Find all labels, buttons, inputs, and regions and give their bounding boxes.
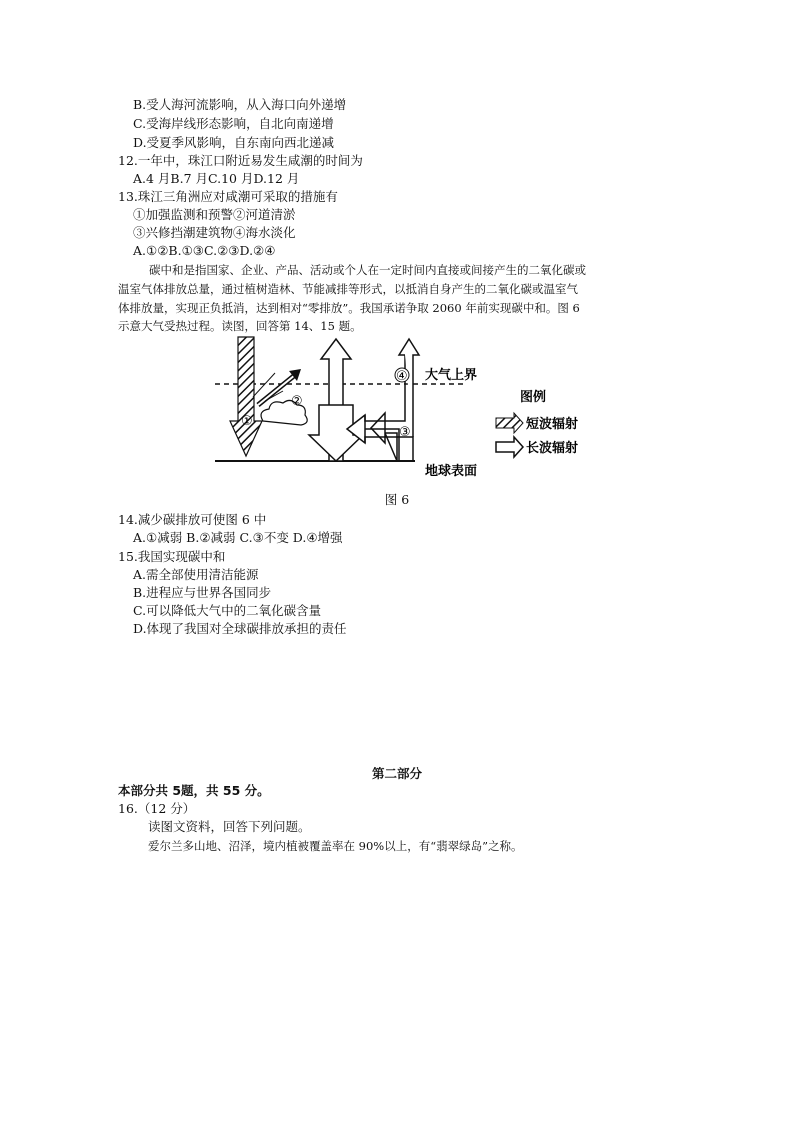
q12-stem: 12.一年中，珠江口附近易发生咸潮的时间为 — [118, 153, 363, 168]
label-top-of-atmosphere: 大气上界 — [425, 368, 478, 383]
passage-line-3: 体排放量，实现正负抵消，达到相对“零排放”。我国承诺争取 2060 年前实现碳中和。图 6 — [118, 301, 580, 315]
part-two-title: 第二部分 — [371, 766, 422, 781]
q11-option-d: D.受夏季风影响，自东南向西北递减 — [133, 135, 335, 150]
marker-3: ③ — [399, 425, 411, 440]
q15-option-c: C.可以降低大气中的二氧化碳含量 — [133, 603, 322, 618]
q13-stem: 13.珠江三角洲应对咸潮可采取的措施有 — [118, 189, 338, 204]
figure-caption: 图 6 — [384, 492, 410, 507]
passage-line-4: 示意大气受热过程。读图，回答第 14、15 题。 — [118, 319, 362, 333]
q14-stem: 14.减少碳排放可使图 6 中 — [118, 512, 267, 527]
q16-material: 爱尔兰多山地、沼泽，境内植被覆盖率在 90%以上，有“翡翠绿岛”之称。 — [148, 839, 523, 853]
atmosphere-heating-diagram — [205, 335, 595, 480]
legend-shortwave-arrow — [496, 413, 523, 433]
legend-title: 图例 — [520, 390, 547, 405]
q15-option-b: B.进程应与世界各国同步 — [133, 585, 272, 600]
q15-stem: 15.我国实现碳中和 — [118, 549, 226, 564]
incoming-shortwave-arrow — [230, 337, 262, 456]
part-two-summary: 本部分共 5题，共 55 分。 — [118, 783, 270, 798]
label-earth-surface: 地球表面 — [425, 464, 478, 479]
q11-option-b: B.受人海河流影响，从入海口向外递增 — [133, 97, 347, 112]
q15-option-d: D.体现了我国对全球碳排放承担的责任 — [133, 621, 347, 636]
passage-line-1: 碳中和是指国家、企业、产品、活动或个人在一定时间内直接或间接产生的二氧化碳或 — [149, 263, 586, 277]
q13-options: A.①②B.①③C.②③D.②④ — [133, 243, 276, 258]
q13-item-1: ①加强监测和预警②河道清淤 — [133, 207, 296, 222]
q12-options: A.4 月B.7 月C.10 月D.12 月 — [133, 171, 300, 186]
legend-longwave-label: 长波辐射 — [526, 441, 579, 456]
q15-option-a: A.需全部使用清洁能源 — [133, 567, 259, 582]
legend-longwave-arrow — [496, 437, 523, 457]
q16-head: 16.（12 分） — [118, 801, 196, 816]
q11-option-c: C.受海岸线形态影响，自北向南递增 — [133, 116, 334, 131]
q16-instruction: 读图文资料，回答下列问题。 — [148, 819, 311, 834]
passage-line-2: 温室气体排放总量，通过植树造林、节能减排等形式，以抵消自身产生的二氧化碳或温室气 — [118, 282, 578, 296]
marker-4: ④ — [396, 369, 408, 384]
q13-item-2: ③兴修挡潮建筑物④海水淡化 — [133, 225, 296, 240]
marker-2: ② — [291, 394, 303, 409]
q14-options: A.①减弱 B.②减弱 C.③不变 D.④增强 — [133, 530, 343, 545]
legend-shortwave-label: 短波辐射 — [526, 417, 579, 432]
marker-1: ① — [241, 414, 253, 429]
